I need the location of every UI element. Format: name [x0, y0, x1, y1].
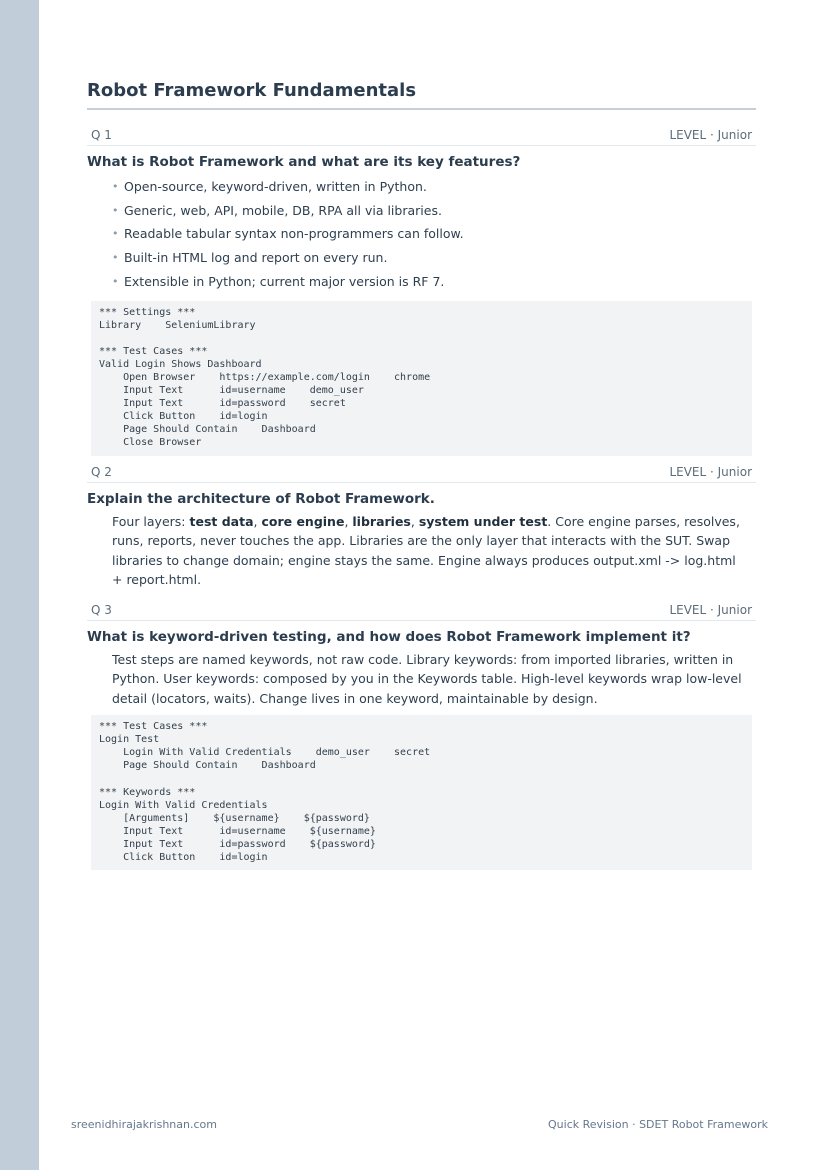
- term-core-engine: core engine: [261, 513, 345, 529]
- list-item-text: Readable tabular syntax non-programmers can follow.: [124, 226, 464, 242]
- question-header: [87, 600, 756, 621]
- separator: ,: [410, 513, 419, 529]
- bullet-dot-icon: •: [112, 227, 119, 241]
- list-item: [112, 270, 756, 294]
- bullet-dot-icon: •: [112, 180, 119, 193]
- list-item: [112, 175, 756, 199]
- term-system-under-test: system under test: [418, 513, 548, 529]
- bullet-dot-icon: •: [112, 203, 119, 217]
- answer-bullet-list: [87, 175, 756, 294]
- question-number: Q 3: [91, 602, 112, 617]
- level-badge: LEVEL · Junior: [669, 602, 752, 617]
- question-number: Q 1: [91, 128, 112, 142]
- question-header: [87, 462, 756, 483]
- question-1: [87, 125, 756, 456]
- answer-lead: Four layers:: [112, 513, 190, 529]
- code-block: *** Test Cases *** Login Test Login With Valid Credentials demo_user secret Page Should Contain Dashboard *** Keywords *** Login With Valid Credentials [Arguments] ${username} ${password} Input Text id=username ${username} Input Text id=password ${password} Click Button id=login: [91, 715, 752, 870]
- page-title: Robot Framework Fundamentals: [87, 78, 756, 110]
- term-libraries: libraries: [352, 513, 411, 529]
- question-3: [87, 600, 756, 871]
- answer-paragraph: [87, 512, 756, 590]
- separator: ,: [253, 513, 262, 529]
- footer-site-link[interactable]: sreenidhirajakrishnan.com: [71, 1118, 217, 1131]
- list-item-text: Generic, web, API, mobile, DB, RPA all via libraries.: [124, 202, 442, 218]
- page-footer: [71, 1118, 768, 1131]
- term-test-data: test data: [189, 513, 254, 529]
- footer-doc-title: Quick Revision · SDET Robot Framework: [548, 1118, 768, 1131]
- list-item: [112, 246, 756, 270]
- question-header: [87, 125, 756, 146]
- question-title: What is Robot Framework and what are its key features?: [87, 154, 521, 170]
- list-item: [112, 199, 756, 223]
- code-block: *** Settings *** Library SeleniumLibrary *** Test Cases *** Valid Login Shows Dashboard Open Browser https://example.com/login chrome Input Text id=username demo_user Input Text id=password secret Click Button id=login Page Should Contain Dashboard Close Browser: [91, 301, 752, 456]
- level-badge: LEVEL · Junior: [669, 128, 752, 142]
- question-title: What is keyword-driven testing, and how does Robot Framework implement it?: [87, 628, 691, 645]
- level-badge: LEVEL · Junior: [669, 464, 752, 479]
- question-number: Q 2: [91, 464, 112, 479]
- question-2: [87, 462, 756, 590]
- list-item-text: Built-in HTML log and report on every run.: [124, 250, 388, 266]
- list-item-text: Extensible in Python; current major version is RF 7.: [124, 273, 445, 289]
- list-item-text: Open-source, keyword-driven, written in Python.: [124, 179, 427, 194]
- bullet-dot-icon: •: [112, 251, 119, 265]
- document-body: [87, 78, 756, 876]
- list-item: [112, 222, 756, 246]
- answer-paragraph: Test steps are named keywords, not raw code. Library keywords: from imported libraries, written in Python. User keywords: composed by you in the Keywords table. High-level keywords wrap low-level detail (locators, waits). Change lives in one keyword, maintainable by design.: [112, 651, 742, 706]
- left-accent-bar: [0, 0, 39, 1170]
- separator: ,: [344, 513, 353, 529]
- bullet-dot-icon: •: [112, 274, 119, 288]
- question-title: Explain the architecture of Robot Framework.: [87, 490, 435, 507]
- answer-rest: . Core engine parses, resolves, runs, reports, never touches the app. Libraries are the only layer that interacts with the SUT. Swap libraries to change domain; engine stays the same. Engine always produces output.xml -> log.html + report.html.: [112, 513, 740, 588]
